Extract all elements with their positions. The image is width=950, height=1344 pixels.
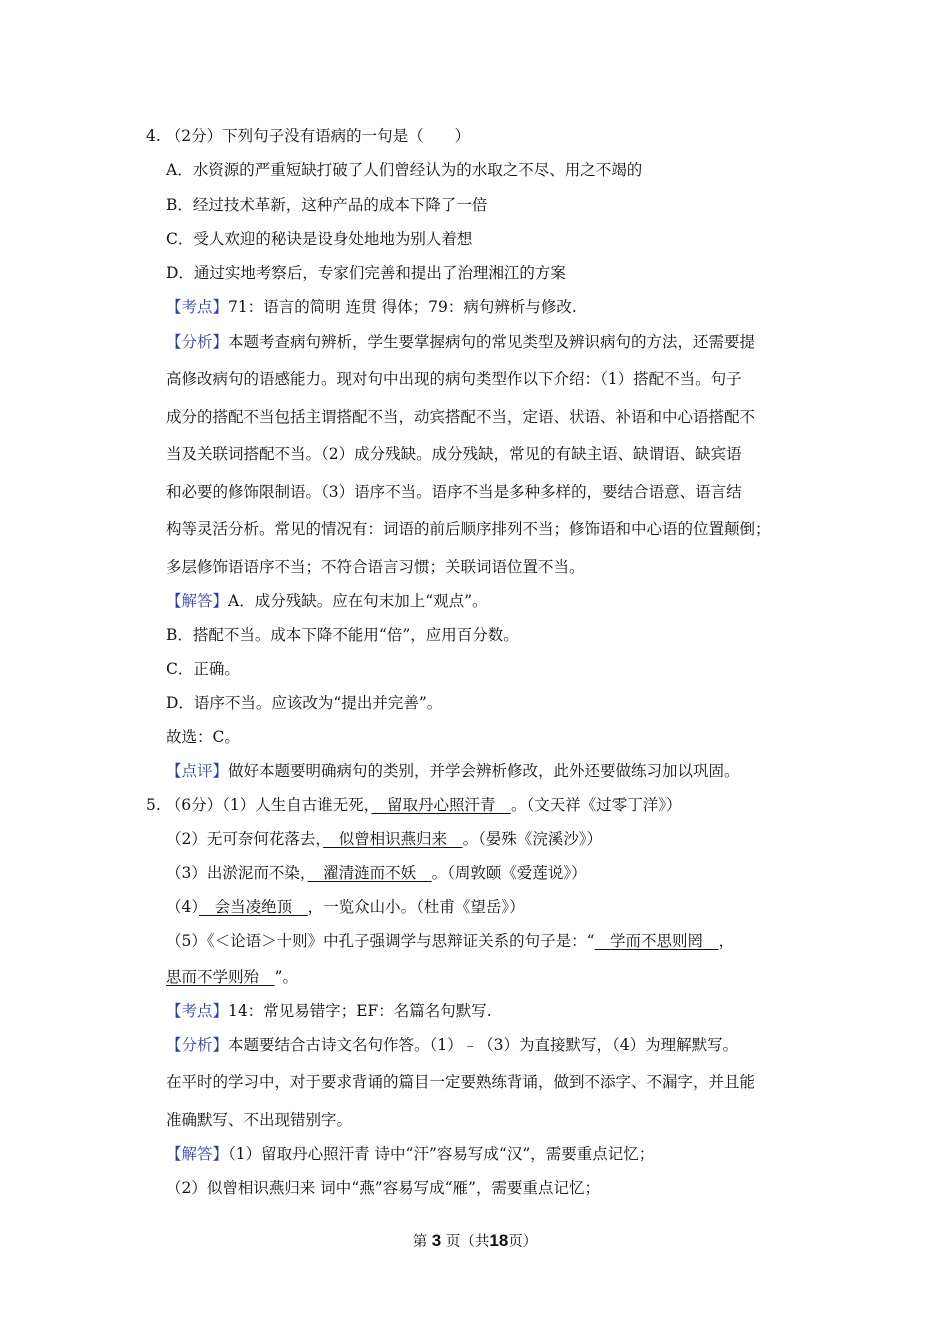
q4-fenxi-line: 当及关联词搭配不当。（2）成分残缺。成分残缺，常见的有缺主语、缺谓语、缺宾语	[166, 445, 742, 463]
q4-kaodian	[166, 297, 577, 317]
q4-jieda-line: B．搭配不当。成本下降不能用“倍”，应用百分数。	[166, 626, 519, 644]
q5-kaodian-tag: 【考点】	[166, 1002, 229, 1020]
q4-fenxi-line: 多层修饰语语序不当；不符合语言习惯；关联词语位置不当。	[166, 558, 585, 576]
q5-line-5	[166, 931, 734, 951]
q5-line-4	[166, 897, 525, 917]
q5-jieda-line: （2）似曾相识燕归来 词中“燕”容易写成“雁”，需要重点记忆；	[166, 1179, 600, 1197]
q5-fenxi-tag: 【分析】	[166, 1036, 229, 1054]
q5-l1-pre: （6分）（1）人生自古谁无死，	[165, 796, 372, 814]
q5-jieda-tag: 【解答】	[166, 1145, 229, 1163]
footer-post: 页）	[508, 1234, 538, 1250]
footer-page-number: 3	[431, 1231, 442, 1250]
q4-kaodian-text: 71：语言的简明 连贯 得体；79：病句辨析与修改.	[228, 298, 577, 316]
q5-fenxi-line: 在平时的学习中，对于要求背诵的篇目一定要熟练背诵，做到不添字、不漏字，并且能	[166, 1073, 756, 1091]
q5-line-6	[166, 967, 298, 987]
q4-option-d: D．通过实地考察后，专家们完善和提出了治理湘江的方案	[166, 264, 566, 282]
q4-jieda-tag: 【解答】	[166, 592, 229, 610]
q5-l4-post: ，一览众山小。（杜甫《望岳》）	[307, 898, 525, 916]
q5-answer-3: 濯清涟而不妖	[307, 864, 432, 882]
q4-fenxi-line: 本题考查病句辨析，学生要掌握病句的常见类型及辨识病句的方法，还需要提	[228, 333, 756, 351]
q4-option-b: B．经过技术革新，这种产品的成本下降了一倍	[166, 196, 488, 214]
q4-fenxi-line: 成分的搭配不当包括主谓搭配不当，动宾搭配不当，定语、状语、补语和中心语搭配不	[166, 408, 756, 426]
q4-number: 4.	[146, 127, 161, 145]
footer-pre: 第	[412, 1234, 428, 1250]
q4-fenxi-line: 高修改病句的语感能力。现对句中出现的病句类型作以下介绍：（1）搭配不当。句子	[166, 370, 742, 388]
q5-jieda-line: （1）留取丹心照汗青 诗中“汗”容易写成“汉”，需要重点记忆；	[228, 1145, 655, 1163]
q5-kaodian	[166, 1001, 492, 1021]
q5-l2-post: 。（晏殊《浣溪沙》）	[462, 830, 603, 848]
footer-mid: 页（共	[445, 1234, 490, 1250]
q5-line-1	[146, 795, 682, 815]
q4-fenxi-tag: 【分析】	[166, 333, 229, 351]
q4-dianping	[166, 761, 740, 781]
q4-fenxi-line: 和必要的修饰限制语。（3）语序不当。语序不当是多种多样的，要结合语意、语言结	[166, 483, 742, 501]
q4-fenxi	[166, 332, 755, 352]
q5-l6-post: ”。	[274, 968, 298, 986]
q4-jieda	[166, 591, 488, 611]
q4-jieda-line: A．成分残缺。应在句末加上“观点”。	[228, 592, 488, 610]
q5-answer-4: 会当凌绝顶	[199, 898, 308, 916]
q5-l3-pre: （3）出淤泥而不染，	[166, 864, 308, 882]
q5-jieda	[166, 1144, 654, 1164]
q5-line-3	[166, 863, 587, 883]
q5-answer-1: 留取丹心照汗青	[371, 796, 511, 814]
q4-jieda-line: C．正确。	[166, 660, 240, 678]
q5-fenxi-line: 本题要结合古诗文名句作答。（1）﹣（3）为直接默写，（4）为理解默写。	[228, 1036, 739, 1054]
q5-fenxi-line: 准确默写、不出现错别字。	[166, 1111, 353, 1129]
q5-l5-post: ，	[718, 932, 735, 950]
q5-number: 5.	[146, 796, 161, 814]
footer-total-pages: 18	[489, 1231, 509, 1250]
q5-fenxi	[166, 1035, 738, 1055]
q4-stem-text: （2分）下列句子没有语病的一句是（ ）	[165, 127, 471, 145]
q5-l2-pre: （2）无可奈何花落去，	[166, 830, 324, 848]
q5-l1-post: 。（文天祥《过零丁洋》）	[510, 796, 682, 814]
q5-answer-2: 似曾相识燕归来	[323, 830, 463, 848]
q5-answer-5a: 学而不思则罔	[594, 932, 719, 950]
q4-kaodian-tag: 【考点】	[166, 298, 229, 316]
q5-line-2	[166, 829, 602, 849]
page-footer	[0, 1230, 950, 1251]
q4-fenxi-line: 构等灵活分析。常见的情况有：词语的前后顺序排列不当；修饰语和中心语的位置颠倒；	[166, 520, 771, 538]
q5-answer-5b: 思而不学则殆	[166, 968, 275, 986]
q4-dianping-tag: 【点评】	[166, 762, 229, 780]
q5-l5-pre: （5）《＜论语＞十则》中孔子强调学与思辩证关系的句子是：“	[166, 932, 595, 950]
q4-dianping-text: 做好本题要明确病句的类别，并学会辨析修改，此外还要做练习加以巩固。	[228, 762, 740, 780]
q4-option-c: C．受人欢迎的秘诀是设身处地地为别人着想	[166, 230, 473, 248]
q4-jieda-line: 故选：C。	[166, 728, 240, 746]
q4-jieda-line: D．语序不当。应该改为“提出并完善”。	[166, 694, 443, 712]
q4-stem	[146, 126, 470, 146]
q5-kaodian-text: 14：常见易错字；EF：名篇名句默写.	[228, 1002, 492, 1020]
q5-l4-pre: （4）	[166, 898, 200, 916]
q4-option-a: A．水资源的严重短缺打破了人们曾经认为的水取之不尽、用之不竭的	[166, 161, 643, 179]
q5-l3-post: 。（周敦颐《爱莲说》）	[431, 864, 587, 882]
